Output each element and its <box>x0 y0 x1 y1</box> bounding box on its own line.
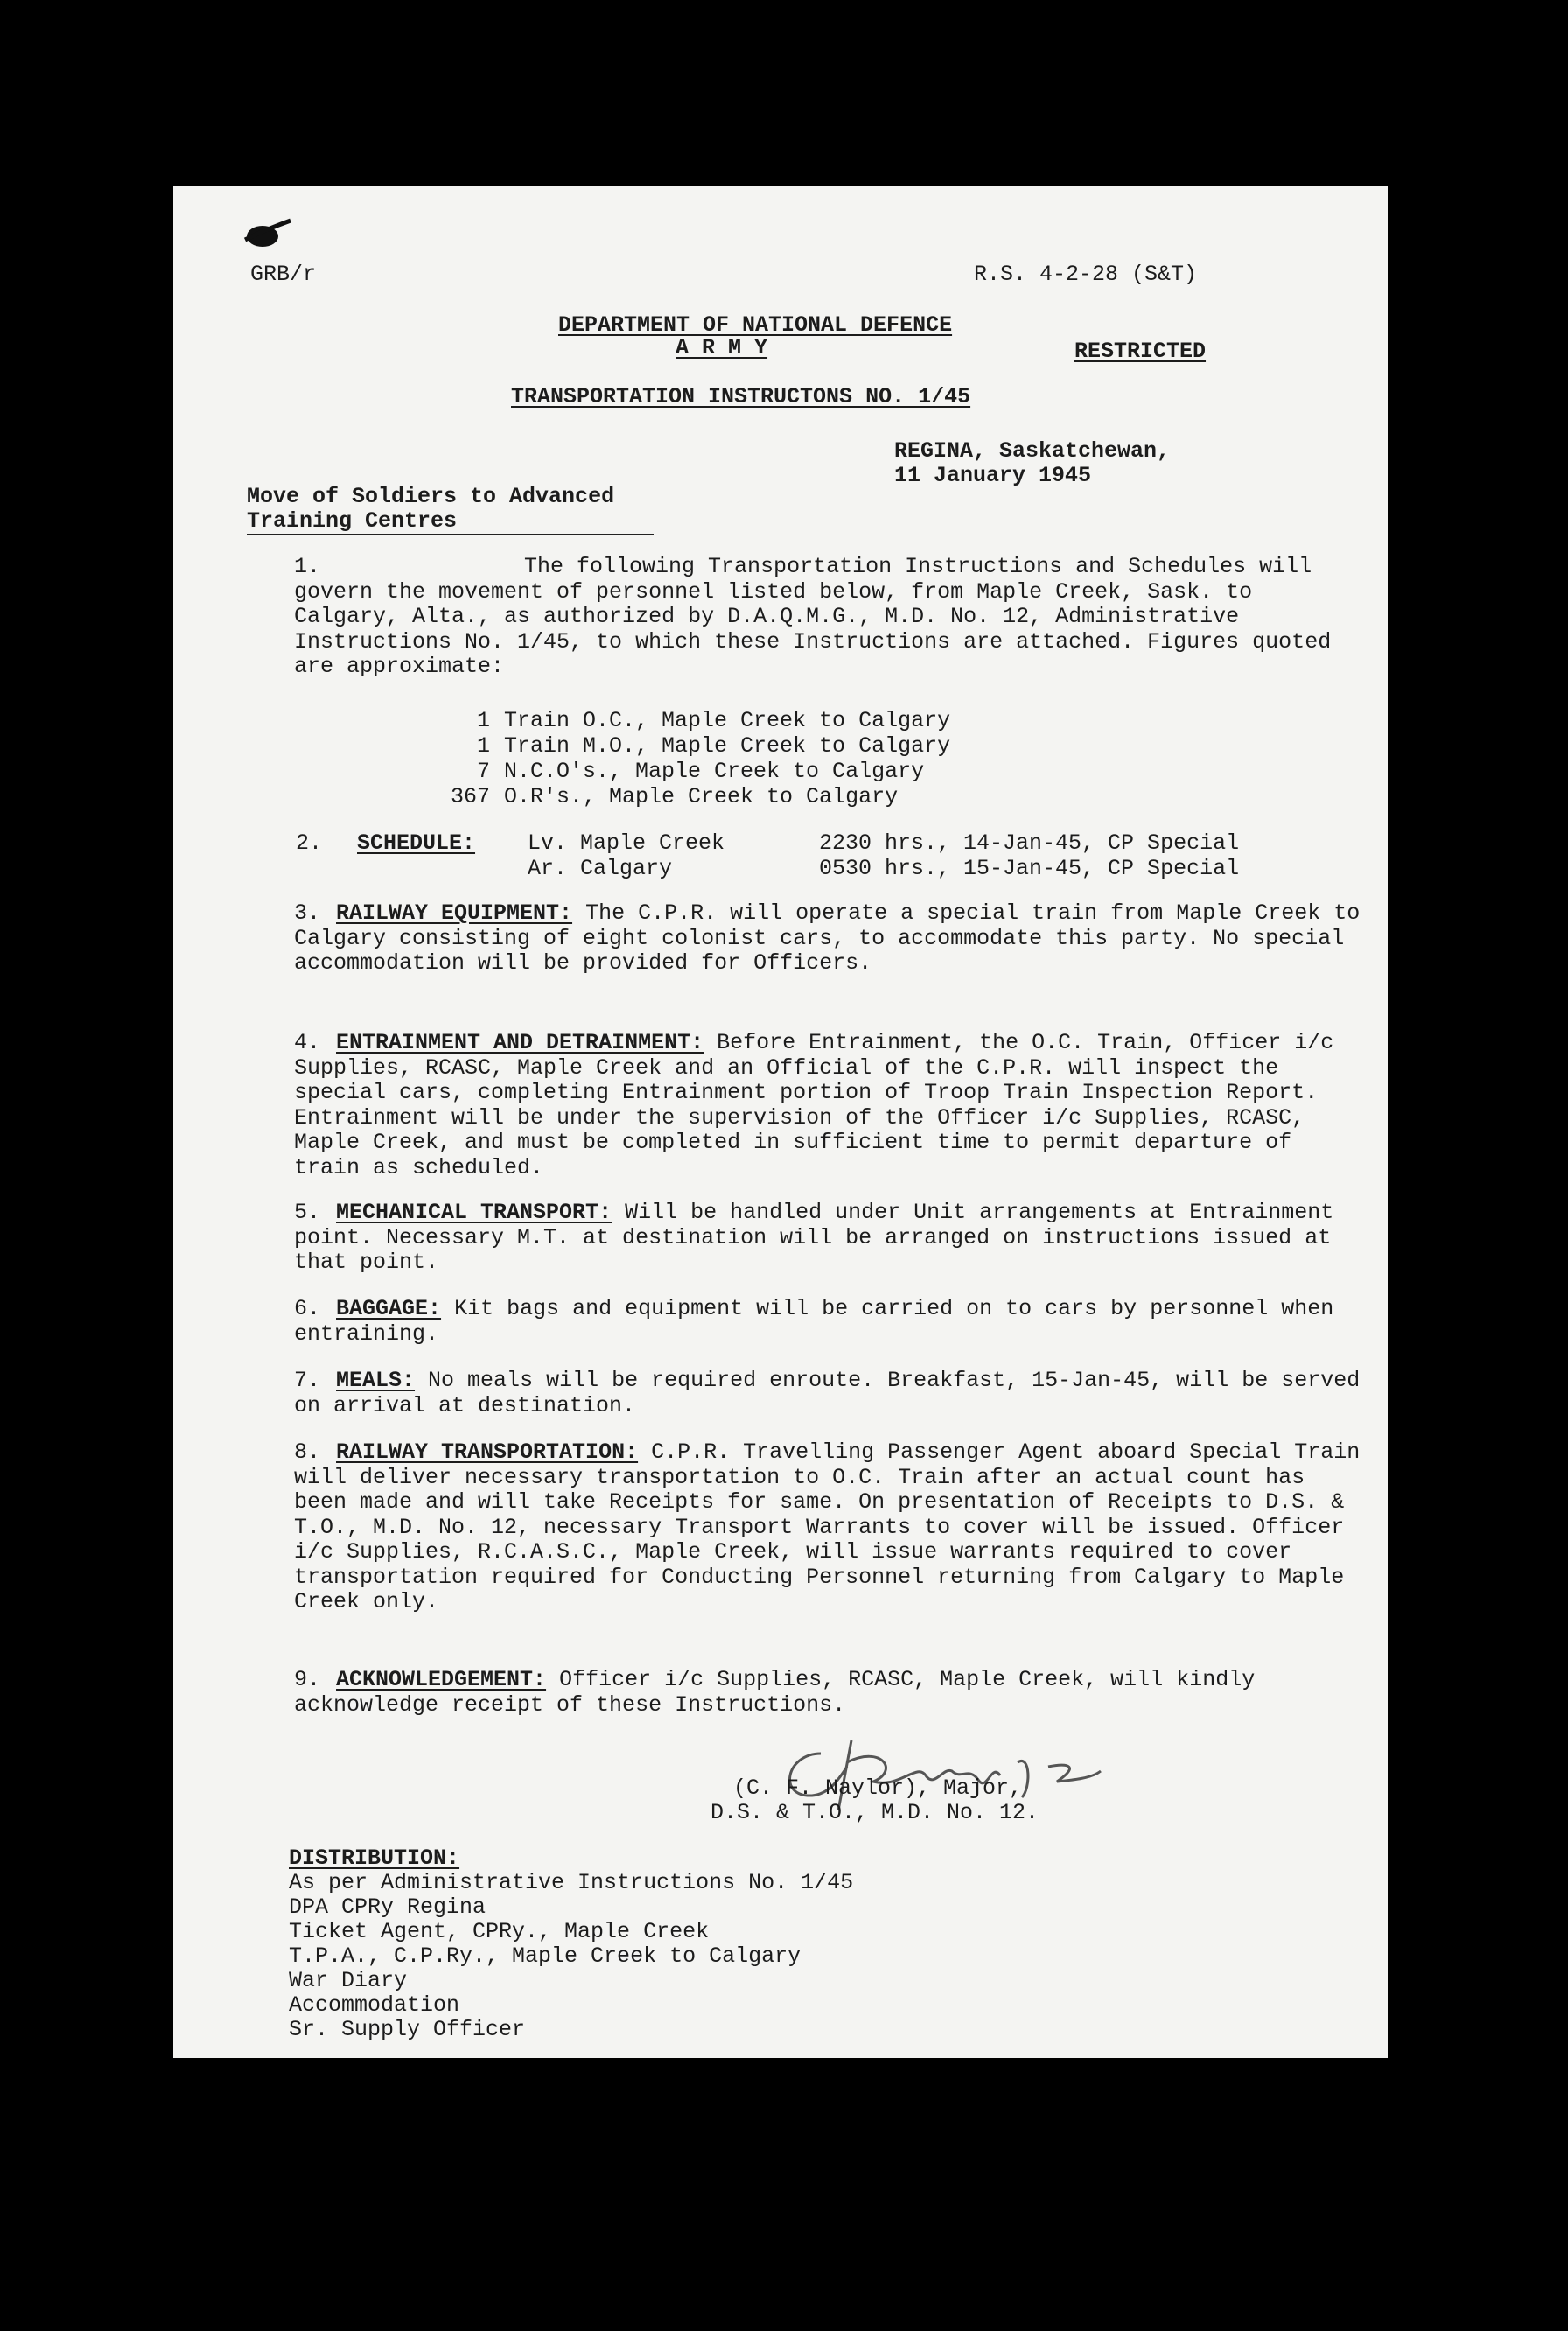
subject-line-1: Move of Soldiers to Advanced <box>247 484 615 509</box>
paragraph-heading: ACKNOWLEDGEMENT: <box>336 1667 547 1692</box>
document-reference: R.S. 4-2-28 (S&T) <box>974 262 1198 287</box>
schedule-time: 0530 hrs., 15-Jan-45, CP Special <box>819 856 1240 881</box>
personnel-desc: Train M.O., Maple Creek to Calgary <box>504 733 951 759</box>
schedule-station: Lv. Maple Creek <box>528 830 725 856</box>
paragraph-text: Kit bags and equipment will be carried on to cars by personnel when entraining. <box>294 1296 1334 1347</box>
paragraph-text: No meals will be required enroute. Breakfast, 15-Jan-45, will be served on arrival at destination. <box>294 1368 1361 1418</box>
schedule-number: 2. <box>296 830 323 856</box>
paragraph-8 <box>294 1440 1362 1615</box>
paragraph-text: The following Transportation Instructions and Schedules will govern the movement of personnel listed below, from Maple Creek, Sask. to Calgary, Alta., as authorized by D.A.Q.M.G., M.D. No. 12, Administrative Instructions No. 1/45, to which these Instructions are attached. Figures quoted are approximate: <box>294 554 1332 679</box>
paragraph-heading: ENTRAINMENT AND DETRAINMENT: <box>336 1030 704 1055</box>
schedule-station: Ar. Calgary <box>528 856 673 881</box>
paragraph-heading: RAILWAY EQUIPMENT: <box>336 900 573 926</box>
paragraph-1 <box>294 555 1362 680</box>
personnel-desc: O.R's., Maple Creek to Calgary <box>504 784 899 809</box>
paragraph-number: 5. <box>294 1200 321 1225</box>
place-line: REGINA, Saskatchewan, <box>894 438 1171 464</box>
personnel-count: 1 <box>476 733 490 759</box>
subject-line-2: Training Centres <box>247 508 458 534</box>
schedule-heading: SCHEDULE: <box>357 830 476 856</box>
paragraph-6 <box>294 1297 1362 1347</box>
file-reference: GRB/r <box>250 262 317 287</box>
paragraph-text: Before Entrainment, the O.C. Train, Officer i/c Supplies, RCASC, Maple Creek and an Official of the C.P.R. will inspect the special cars, completing Entrainment portion of Troop Train Inspection Report. Entrainment will be under the supervision of the Officer i/c Supplies, RCASC, Maple Creek, and must be completed in sufficient time to permit departure of train as scheduled. <box>294 1030 1334 1180</box>
paragraph-number: 4. <box>294 1030 321 1055</box>
paragraph-heading: RAILWAY TRANSPORTATION: <box>336 1439 639 1465</box>
paragraph-number: 9. <box>294 1667 321 1692</box>
department-name: DEPARTMENT OF NATIONAL DEFENCE <box>558 312 953 338</box>
distribution-heading: DISTRIBUTION: <box>289 1845 460 1871</box>
paragraph-number: 3. <box>294 900 321 926</box>
paragraph-number: 1. <box>294 554 321 579</box>
distribution-item: As per Administrative Instructions No. 1/45 <box>289 1870 854 1895</box>
paragraph-4 <box>294 1031 1362 1180</box>
paragraph-7 <box>294 1368 1362 1418</box>
date-line: 11 January 1945 <box>894 463 1092 488</box>
personnel-desc: Train O.C., Maple Creek to Calgary <box>504 708 951 733</box>
schedule-time: 2230 hrs., 14-Jan-45, CP Special <box>819 830 1240 856</box>
paragraph-5 <box>294 1200 1362 1276</box>
distribution-item: War Diary <box>289 1968 408 1993</box>
paragraph-number: 8. <box>294 1439 321 1465</box>
distribution-item: T.P.A., C.P.Ry., Maple Creek to Calgary <box>289 1943 802 1969</box>
paragraph-9 <box>294 1668 1362 1718</box>
personnel-count: 367 <box>450 784 490 809</box>
subject-underline <box>247 534 654 536</box>
document-title: TRANSPORTATION INSTRUCTONS NO. 1/45 <box>511 384 971 410</box>
document-page <box>173 186 1388 2058</box>
paragraph-text: The C.P.R. will operate a special train from Maple Creek to Calgary consisting of eight colonist cars, to accommodate this party. No special accommodation will be provided for Officers. <box>294 900 1361 976</box>
paragraph-number: 6. <box>294 1296 321 1321</box>
signatory-name: (C. F. Naylor), Major, <box>733 1775 1023 1801</box>
signatory-title: D.S. & T.O., M.D. No. 12. <box>710 1800 1040 1825</box>
stamp-logo <box>240 214 292 252</box>
paragraph-text: Will be handled under Unit arrangements at Entrainment point. Necessary M.T. at destination will be arranged on instructions issued at that point. <box>294 1200 1334 1275</box>
classification-label: RESTRICTED <box>1074 339 1207 364</box>
paragraph-heading: MEALS: <box>336 1368 416 1393</box>
paragraph-number: 7. <box>294 1368 321 1393</box>
personnel-desc: N.C.O's., Maple Creek to Calgary <box>504 759 925 784</box>
distribution-item: Ticket Agent, CPRy., Maple Creek <box>289 1919 710 1944</box>
paragraph-3 <box>294 901 1362 976</box>
personnel-count: 7 <box>476 759 490 784</box>
personnel-count: 1 <box>476 708 490 733</box>
distribution-item: DPA CPRy Regina <box>289 1894 486 1920</box>
branch-name: A R M Y <box>676 335 768 360</box>
paragraph-text: Officer i/c Supplies, RCASC, Maple Creek, will kindly acknowledge receipt of these Instructions. <box>294 1667 1256 1718</box>
distribution-item: Sr. Supply Officer <box>289 2017 526 2042</box>
paragraph-heading: MECHANICAL TRANSPORT: <box>336 1200 612 1225</box>
paragraph-text: C.P.R. Travelling Passenger Agent aboard Special Train will deliver necessary transportation to O.C. Train after an actual count has been made and will take Receipts for same. On presentation of Receipts to D.S. & T.O., M.D. No. 12, necessary Transport Warrants to cover will be issued. Officer i/c Supplies, R.C.A.S.C., Maple Creek, will issue warrants required to cover transportation required for Conducting Personnel returning from Calgary to Maple Creek only. <box>294 1439 1361 1614</box>
distribution-item: Accommodation <box>289 1992 460 2018</box>
paragraph-heading: BAGGAGE: <box>336 1296 442 1321</box>
